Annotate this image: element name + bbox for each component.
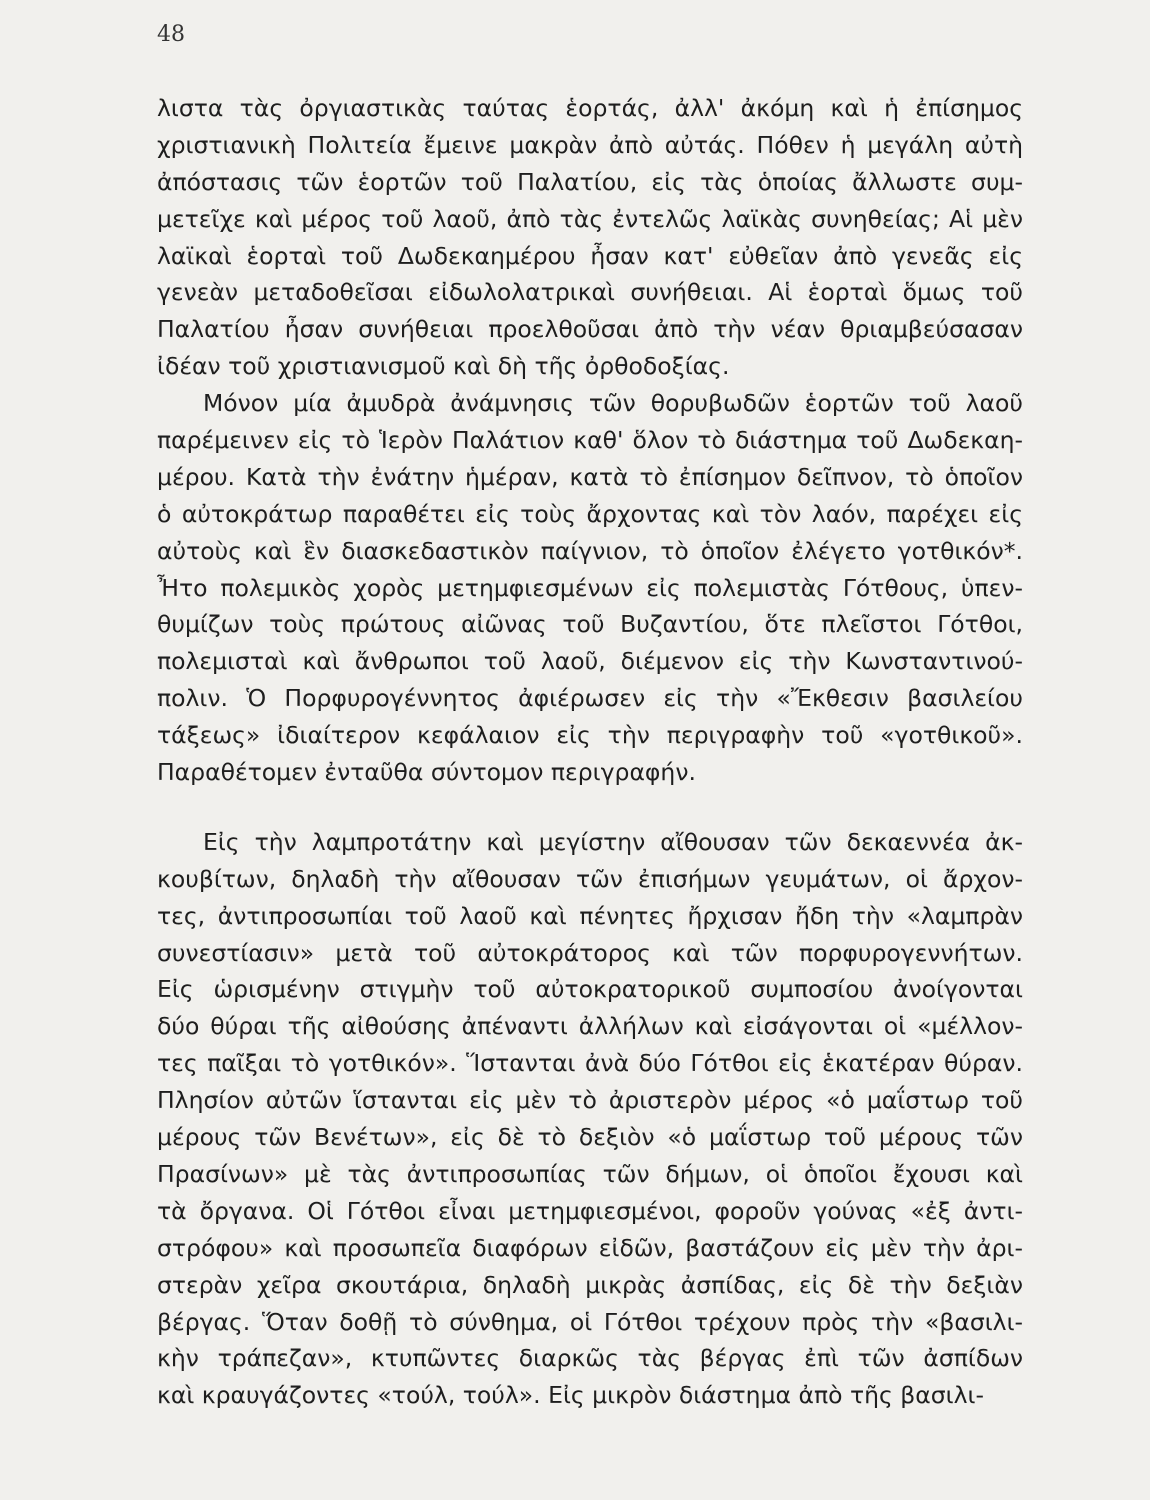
text-line: Παραθέτομεν ἐνταῦθα σύντομον περιγραφήν. bbox=[157, 758, 696, 787]
text-line: πολιν. Ὁ Πορφυρογέννητος ἀφιέρωσεν εἰς τὴν «Ἔκθεσιν βασιλείου bbox=[157, 684, 1023, 713]
text-line: τὰ ὄργανα. Οἱ Γότθοι εἶναι μετημφιεσμένοι, φοροῦν γούνας «ἐξ ἀντι- bbox=[157, 1196, 1023, 1225]
text-line: βέργας. Ὅταν δοθῇ τὸ σύνθημα, οἱ Γότθοι τρέχουν πρὸς τὴν «βασιλι- bbox=[157, 1307, 1023, 1336]
text-line: Πρασίνων» μὲ τὰς ἀντιπροσωπίας τῶν δήμων, οἱ ὁποῖοι ἔχουσι καὶ bbox=[157, 1159, 1023, 1188]
text-line: τες, ἀντιπροσωπίαι τοῦ λαοῦ καὶ πένητες ἤρχισαν ἤδη τὴν «λαμπρὰν bbox=[157, 901, 1023, 930]
paragraph-1 bbox=[157, 90, 1023, 385]
text-line: μετεῖχε καὶ μέρος τοῦ λαοῦ, ἀπὸ τὰς ἐντελῶς λαϊκὰς συνηθείας; Αἱ μὲν bbox=[157, 204, 1023, 233]
text-line: πολεμισταὶ καὶ ἄνθρωποι τοῦ λαοῦ, διέμενον εἰς τὴν Κωνσταντινού- bbox=[157, 647, 1023, 676]
text-line: ὁ αὐτοκράτωρ παραθέτει εἰς τοὺς ἄρχοντας καὶ τὸν λαόν, παρέχει εἰς bbox=[157, 499, 1023, 528]
text-line: στρόφου» καὶ προσωπεῖα διαφόρων εἰδῶν, βαστάζουν εἰς μὲν τὴν ἀρι- bbox=[157, 1233, 1023, 1262]
text-line: κουβίτων, δηλαδὴ τὴν αἴθουσαν τῶν ἐπισήμων γευμάτων, οἱ ἄρχον- bbox=[157, 864, 1023, 893]
paragraph-3 bbox=[157, 824, 1023, 1414]
text-line: ἰδέαν τοῦ χριστιανισμοῦ καὶ δὴ τῆς ὀρθοδοξίας. bbox=[157, 352, 730, 381]
text-line: Εἰς τὴν λαμπροτάτην καὶ μεγίστην αἴθουσαν τῶν δεκαεννέα ἀκ- bbox=[203, 827, 1023, 856]
text-line: γενεὰν μεταδοθεῖσαι εἰδωλολατρικαὶ συνήθειαι. Αἱ ἑορταὶ ὅμως τοῦ bbox=[157, 278, 1023, 307]
text-line: Ἦτο πολεμικὸς χορὸς μετημφιεσμένων εἰς πολεμιστὰς Γότθους, ὑπεν- bbox=[157, 573, 1023, 602]
text-line: λιστα τὰς ὀργιαστικὰς ταύτας ἑορτάς, ἀλλ' ἀκόμη καὶ ἡ ἐπίσημος bbox=[157, 94, 1023, 122]
text-line: στερὰν χεῖρα σκουτάρια, δηλαδὴ μικρὰς ἀσπίδας, εἰς δὲ τὴν δεξιὰν bbox=[157, 1270, 1023, 1299]
text-line: χριστιανικὴ Πολιτεία ἔμεινε μακρὰν ἀπὸ αὐτάς. Πόθεν ἡ μεγάλη αὐτὴ bbox=[157, 130, 1023, 159]
text-line: λαϊκαὶ ἑορταὶ τοῦ Δωδεκαημέρου ἦσαν κατ' εὐθεῖαν ἀπὸ γενεᾶς εἰς bbox=[157, 241, 1023, 270]
text-line: Μόνον μία ἀμυδρὰ ἀνάμνησις τῶν θορυβωδῶν ἑορτῶν τοῦ λαοῦ bbox=[203, 389, 1023, 418]
text-line: ἀπόστασις τῶν ἑορτῶν τοῦ Παλατίου, εἰς τὰς ὁποίας ἄλλωστε συμ- bbox=[157, 167, 1023, 196]
text-line: μέρου. Κατὰ τὴν ἐνάτην ἡμέραν, κατὰ τὸ ἐπίσημον δεῖπνον, τὸ ὁποῖον bbox=[157, 462, 1023, 491]
text-line: τες παῖξαι τὸ γοτθικόν». Ἵστανται ἀνὰ δύο Γότθοι εἰς ἑκατέραν θύραν. bbox=[157, 1049, 1023, 1078]
text-line: δύο θύραι τῆς αἰθούσης ἀπέναντι ἀλλήλων καὶ εἰσάγονται οἱ «μέλλον- bbox=[157, 1012, 1023, 1041]
text-line: θυμίζων τοὺς πρώτους αἰῶνας τοῦ Βυζαντίου, ὅτε πλεῖστοι Γότθοι, bbox=[157, 610, 1023, 639]
text-line: κὴν τράπεζαν», κτυπῶντες διαρκῶς τὰς βέργας ἐπὶ τῶν ἀσπίδων bbox=[157, 1344, 1023, 1373]
text-line: Πλησίον αὐτῶν ἵστανται εἰς μὲν τὸ ἀριστερὸν μέρος «ὁ μαΐστωρ τοῦ bbox=[157, 1086, 1023, 1115]
page-number: 48 bbox=[157, 22, 185, 47]
text-line: μέρους τῶν Βενέτων», εἰς δὲ τὸ δεξιὸν «ὁ μαΐστωρ τοῦ μέρους τῶν bbox=[157, 1123, 1023, 1152]
paragraph-spacer bbox=[157, 791, 1023, 824]
text-line: τάξεως» ἰδιαίτερον κεφάλαιον εἰς τὴν περιγραφὴν τοῦ «γοτθικοῦ». bbox=[157, 721, 1023, 750]
text-line: αὐτοὺς καὶ ἓν διασκεδαστικὸν παίγνιον, τὸ ὁποῖον ἐλέγετο γοτθικόν*. bbox=[157, 536, 1023, 565]
text-line: παρέμεινεν εἰς τὸ Ἱερὸν Παλάτιον καθ' ὅλον τὸ διάστημα τοῦ Δωδεκαη- bbox=[157, 426, 1023, 455]
text-line: συνεστίασιν» μετὰ τοῦ αὐτοκράτορος καὶ τῶν πορφυρογεννήτων. bbox=[157, 938, 1023, 967]
text-line: καὶ κραυγάζοντες «τούλ, τούλ». Εἰς μικρὸν διάστημα ἀπὸ τῆς βασιλι- bbox=[157, 1381, 984, 1410]
text-line: Εἰς ὡρισμένην στιγμὴν τοῦ αὐτοκρατορικοῦ συμποσίου ἀνοίγονται bbox=[157, 975, 1023, 1004]
text-line: Παλατίου ἦσαν συνήθειαι προελθοῦσαι ἀπὸ τὴν νέαν θριαμβεύσασαν bbox=[157, 315, 1023, 344]
body-text bbox=[157, 90, 1023, 1414]
paragraph-2 bbox=[157, 385, 1023, 791]
